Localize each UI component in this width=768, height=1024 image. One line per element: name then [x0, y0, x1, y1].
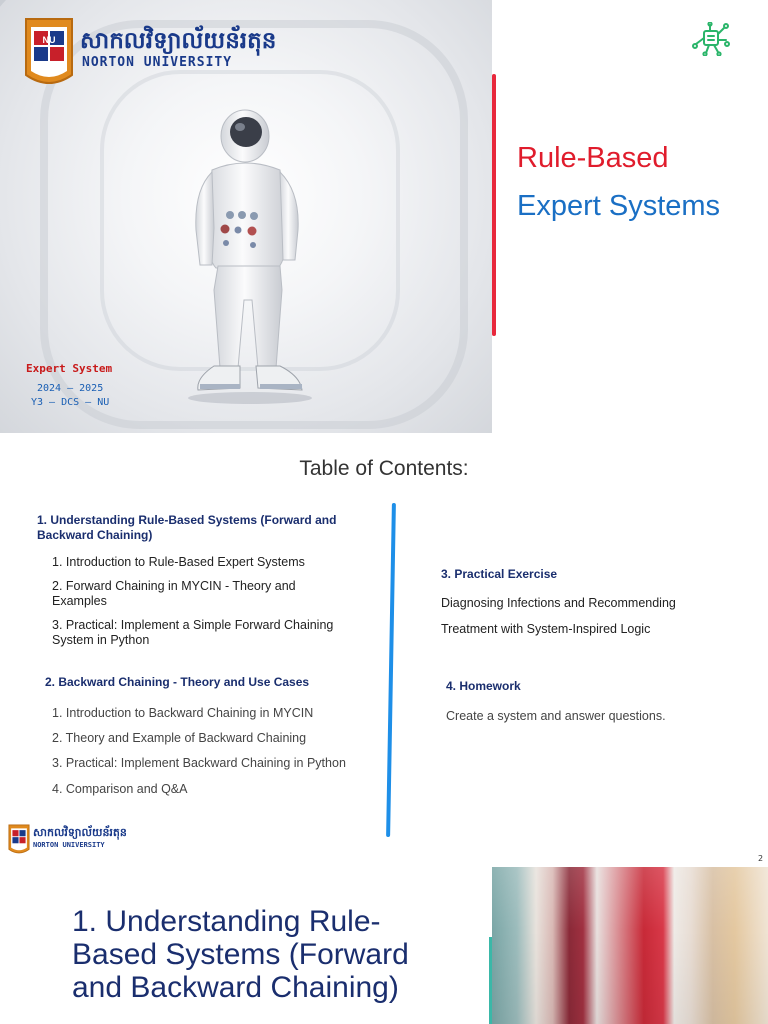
column-divider: [386, 503, 396, 837]
toc-section1-item: 1. Introduction to Rule-Based Expert Systems: [52, 555, 305, 569]
toc-item-line: 3. Practical: Implement a Simple Forward Chaining: [52, 618, 334, 632]
toc-section2-item: 1. Introduction to Backward Chaining in MYCIN: [52, 706, 314, 720]
toc-section1-title-line1: 1. Understanding Rule-Based Systems (Forward and: [37, 513, 337, 527]
footer-university-english: NORTON UNIVERSITY: [33, 841, 105, 849]
section-heading-line2: Based Systems (Forward: [72, 938, 409, 971]
table-of-contents-slide: [0, 433, 768, 867]
toc-section3-line1: Diagnosing Infections and Recommending: [441, 596, 676, 610]
toc-section1-title: [37, 513, 336, 543]
section-heading-line3: and Backward Chaining): [72, 971, 399, 1004]
toc-section2-item: 2. Theory and Example of Backward Chaining: [52, 731, 307, 745]
university-name-english: NORTON UNIVERSITY: [82, 55, 233, 70]
astronaut-figure: [180, 100, 320, 405]
course-name: Expert System: [26, 362, 113, 375]
section-heading: [72, 905, 452, 1004]
section-heading-slide: [0, 867, 768, 1024]
class-label: Y3 – DCS – NU: [31, 397, 110, 408]
academic-year: 2024 – 2025: [37, 383, 104, 394]
accent-divider: [492, 74, 496, 336]
toc-item-line: 2. Forward Chaining in MYCIN - Theory and: [52, 579, 296, 593]
toc-item-line: System in Python: [52, 633, 150, 647]
footer-university-khmer: សាកលវិទ្យាល័យន័រតុន: [33, 826, 127, 839]
university-name-khmer: សាកលវិទ្យាល័យន័រតុន: [80, 28, 277, 54]
toc-section3-line2: Treatment with System-Inspired Logic: [441, 622, 651, 636]
footer-university-logo: [8, 824, 30, 856]
slide-title-line1: Rule-Based: [517, 142, 669, 174]
slide-number: 2: [758, 854, 764, 863]
toc-section2-item: 4. Comparison and Q&A: [52, 782, 188, 796]
slide-title-line2: Expert Systems: [517, 190, 721, 222]
toc-title: Table of Contents:: [299, 457, 469, 480]
section-heading-line1: 1. Understanding Rule-: [72, 905, 381, 938]
toc-section4-title: 4. Homework: [446, 679, 521, 693]
toc-section2-item: 3. Practical: Implement Backward Chaining in Python: [52, 756, 346, 770]
books-background-image: [492, 867, 768, 1024]
toc-section3-title: 3. Practical Exercise: [441, 567, 558, 581]
toc-section2-title: 2. Backward Chaining - Theory and Use Cases: [45, 675, 310, 689]
toc-section1-item: [52, 618, 333, 648]
logo-badge-text: NU: [42, 35, 56, 45]
toc-section4-text: Create a system and answer questions.: [446, 709, 666, 723]
toc-section1-title-line2: Backward Chaining): [37, 528, 153, 542]
toc-section1-item: [52, 579, 296, 609]
toc-item-line: Examples: [52, 594, 107, 608]
university-logo: [24, 17, 74, 90]
title-slide: [0, 0, 768, 433]
robot-circuit-icon: [692, 22, 730, 56]
